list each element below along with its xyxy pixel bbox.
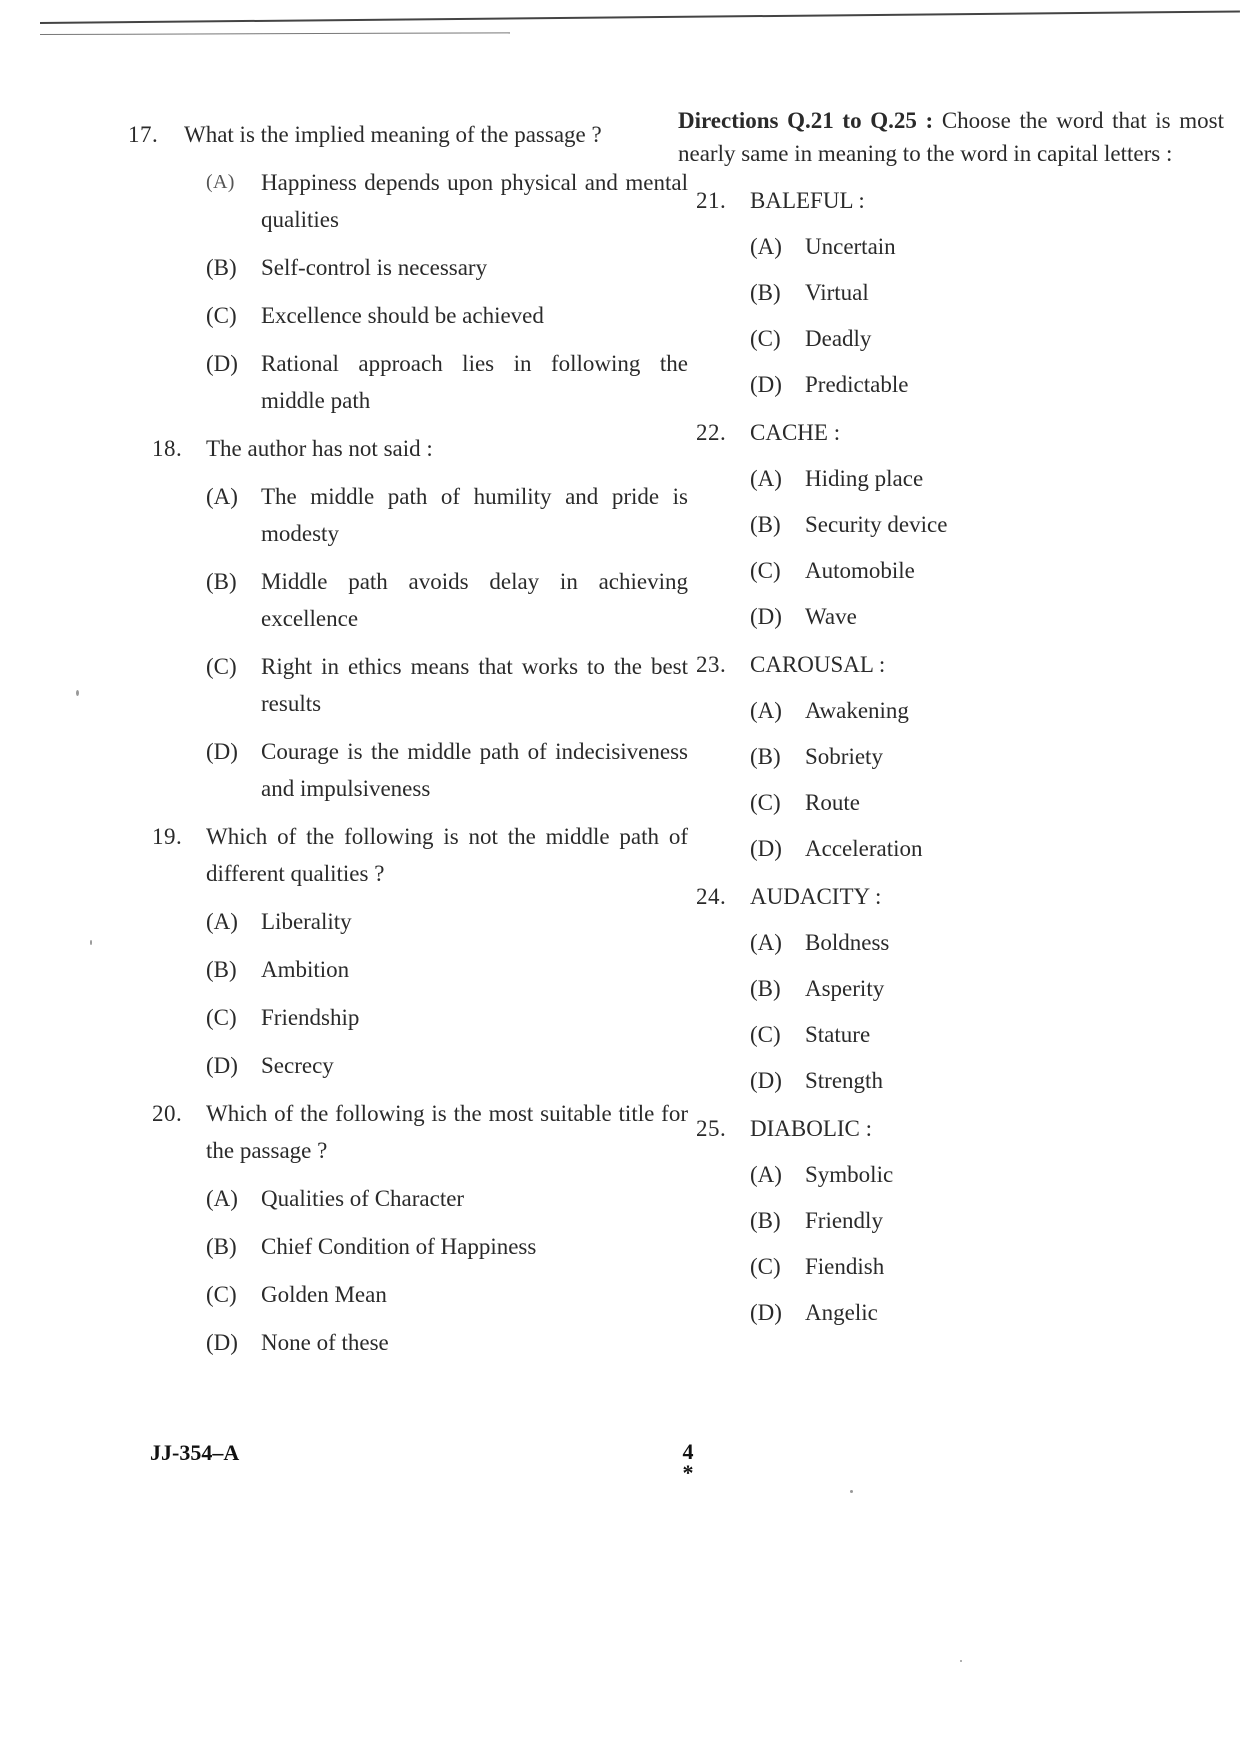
question-25 bbox=[696, 1110, 1224, 1147]
option-label: (D) bbox=[750, 372, 782, 397]
option-label: (A) bbox=[206, 909, 238, 934]
question-block-19 bbox=[128, 818, 688, 1084]
question-word: CACHE : bbox=[750, 420, 841, 445]
paper-code: JJ-354–A bbox=[150, 1440, 240, 1465]
option-d bbox=[750, 830, 1224, 867]
options-list bbox=[750, 692, 1224, 867]
option-label: (D) bbox=[750, 1068, 782, 1093]
option-text: Excellence should be achieved bbox=[261, 303, 544, 328]
option-a bbox=[206, 1180, 688, 1217]
directions-heading: Directions Q.21 to Q.25 : bbox=[678, 108, 934, 133]
option-label: (A) bbox=[206, 484, 238, 509]
option-text: Middle path avoids delay in achieving excellence bbox=[261, 569, 688, 631]
option-d bbox=[206, 1324, 688, 1361]
question-block-24 bbox=[684, 878, 1224, 1099]
question-number: 19. bbox=[152, 824, 183, 849]
question-number: 25. bbox=[696, 1116, 727, 1141]
option-label: (B) bbox=[206, 957, 237, 982]
option-c bbox=[206, 648, 688, 722]
option-text: Hiding place bbox=[805, 466, 924, 491]
scan-edge-line bbox=[40, 32, 510, 35]
option-label: (D) bbox=[750, 1300, 782, 1325]
question-block-22 bbox=[684, 414, 1224, 635]
option-label: (C) bbox=[750, 1022, 781, 1047]
question-block-18 bbox=[128, 430, 688, 807]
option-text: The middle path of humility and pride is modesty bbox=[261, 484, 688, 546]
options-list bbox=[206, 164, 688, 419]
question-block-25 bbox=[684, 1110, 1224, 1331]
option-label: (A) bbox=[750, 234, 782, 259]
option-label: (D) bbox=[206, 739, 238, 764]
option-a bbox=[206, 164, 688, 238]
option-label: (C) bbox=[206, 654, 237, 679]
option-b bbox=[206, 563, 688, 637]
option-text: Symbolic bbox=[805, 1162, 894, 1187]
option-label: (C) bbox=[206, 1282, 237, 1307]
question-number: 20. bbox=[152, 1101, 183, 1126]
option-label: (D) bbox=[750, 836, 782, 861]
question-number: 23. bbox=[696, 652, 727, 677]
option-text: Secrecy bbox=[261, 1053, 334, 1078]
option-label: (A) bbox=[206, 171, 235, 193]
option-text: Route bbox=[805, 790, 860, 815]
option-text: Chief Condition of Happiness bbox=[261, 1234, 537, 1259]
options-list bbox=[750, 1156, 1224, 1331]
option-b bbox=[750, 506, 1224, 543]
option-label: (A) bbox=[750, 930, 782, 955]
question-text: The author has not said : bbox=[206, 436, 433, 461]
question-20 bbox=[152, 1095, 688, 1169]
question-word: AUDACITY : bbox=[750, 884, 882, 909]
question-24 bbox=[696, 878, 1224, 915]
option-a bbox=[750, 1156, 1224, 1193]
option-label: (B) bbox=[750, 512, 781, 537]
option-label: (A) bbox=[750, 466, 782, 491]
option-text: Fiendish bbox=[805, 1254, 885, 1279]
option-text: Happiness depends upon physical and mental qualities bbox=[261, 170, 688, 232]
option-text: Awakening bbox=[805, 698, 909, 723]
option-b bbox=[206, 249, 688, 286]
option-text: Virtual bbox=[805, 280, 869, 305]
scan-speck bbox=[76, 690, 79, 696]
question-number: 21. bbox=[696, 188, 727, 213]
page-number: 4 bbox=[682, 1439, 694, 1464]
option-c bbox=[206, 297, 688, 334]
option-label: (C) bbox=[206, 303, 237, 328]
options-list bbox=[750, 228, 1224, 403]
option-text: Golden Mean bbox=[261, 1282, 387, 1307]
option-label: (C) bbox=[206, 1005, 237, 1030]
question-19 bbox=[152, 818, 688, 892]
option-label: (D) bbox=[206, 1330, 238, 1355]
question-block-17 bbox=[128, 116, 688, 419]
option-d bbox=[750, 598, 1224, 635]
option-d bbox=[206, 345, 688, 419]
directions-text: Choose the word that is most nearly same in meaning to the word in capital letters : bbox=[678, 108, 1224, 166]
option-label: (B) bbox=[206, 1234, 237, 1259]
option-text: Strength bbox=[805, 1068, 883, 1093]
option-label: (A) bbox=[750, 698, 782, 723]
directions bbox=[678, 104, 1224, 170]
option-text: Liberality bbox=[261, 909, 352, 934]
option-text: Acceleration bbox=[805, 836, 923, 861]
option-d bbox=[750, 1294, 1224, 1331]
options-list bbox=[750, 924, 1224, 1099]
option-c bbox=[750, 1248, 1224, 1285]
option-label: (C) bbox=[750, 790, 781, 815]
option-text: Wave bbox=[805, 604, 857, 629]
option-text: Deadly bbox=[805, 326, 872, 351]
page-number-block bbox=[676, 1439, 700, 1485]
option-d bbox=[206, 733, 688, 807]
option-b bbox=[750, 738, 1224, 775]
option-text: Qualities of Character bbox=[261, 1186, 465, 1211]
question-17 bbox=[128, 116, 688, 153]
option-text: Sobriety bbox=[805, 744, 883, 769]
option-text: Boldness bbox=[805, 930, 890, 955]
option-label: (B) bbox=[750, 744, 781, 769]
option-a bbox=[750, 692, 1224, 729]
question-22 bbox=[696, 414, 1224, 451]
option-text: Stature bbox=[805, 1022, 871, 1047]
question-text: Which of the following is the most suitable title for the passage ? bbox=[206, 1101, 688, 1163]
option-label: (A) bbox=[206, 1186, 238, 1211]
option-text: Ambition bbox=[261, 957, 350, 982]
option-c bbox=[206, 999, 688, 1036]
option-label: (B) bbox=[206, 569, 237, 594]
question-text: What is the implied meaning of the passage ? bbox=[184, 122, 602, 147]
option-label: (D) bbox=[206, 351, 238, 376]
option-c bbox=[750, 552, 1224, 589]
options-list bbox=[206, 478, 688, 807]
option-a bbox=[206, 478, 688, 552]
option-text: Uncertain bbox=[805, 234, 896, 259]
question-number: 22. bbox=[696, 420, 727, 445]
option-text: None of these bbox=[261, 1330, 389, 1355]
option-b bbox=[206, 1228, 688, 1265]
option-label: (B) bbox=[750, 280, 781, 305]
option-b bbox=[206, 951, 688, 988]
option-text: Predictable bbox=[805, 372, 909, 397]
option-text: Automobile bbox=[805, 558, 915, 583]
question-text: Which of the following is not the middle path of different qualities ? bbox=[206, 824, 688, 886]
scan-speck bbox=[90, 940, 92, 945]
option-a bbox=[750, 228, 1224, 265]
option-label: (C) bbox=[750, 326, 781, 351]
option-label: (C) bbox=[750, 1254, 781, 1279]
option-text: Friendly bbox=[805, 1208, 883, 1233]
question-18 bbox=[152, 430, 688, 467]
option-text: Angelic bbox=[805, 1300, 878, 1325]
option-text: Asperity bbox=[805, 976, 885, 1001]
scan-speck bbox=[850, 1490, 853, 1493]
scan-edge-line bbox=[40, 10, 1240, 24]
options-list bbox=[206, 903, 688, 1084]
option-label: (B) bbox=[750, 1208, 781, 1233]
option-text: Friendship bbox=[261, 1005, 360, 1030]
option-c bbox=[206, 1276, 688, 1313]
right-column bbox=[678, 104, 1224, 1331]
question-block-23 bbox=[684, 646, 1224, 867]
option-text: Right in ethics means that works to the best results bbox=[261, 654, 688, 716]
option-b bbox=[750, 1202, 1224, 1239]
scan-speck bbox=[960, 1660, 962, 1662]
question-word: DIABOLIC : bbox=[750, 1116, 873, 1141]
question-word: BALEFUL : bbox=[750, 188, 865, 213]
option-text: Security device bbox=[805, 512, 948, 537]
option-d bbox=[206, 1047, 688, 1084]
left-column bbox=[128, 116, 688, 1361]
option-d bbox=[750, 366, 1224, 403]
question-block-21 bbox=[684, 182, 1224, 403]
option-a bbox=[750, 460, 1224, 497]
option-b bbox=[750, 274, 1224, 311]
option-c bbox=[750, 320, 1224, 357]
option-a bbox=[206, 903, 688, 940]
option-c bbox=[750, 784, 1224, 821]
question-number: 17. bbox=[128, 122, 159, 147]
option-label: (A) bbox=[750, 1162, 782, 1187]
option-text: Self-control is necessary bbox=[261, 255, 488, 280]
options-list bbox=[750, 460, 1224, 635]
question-21 bbox=[696, 182, 1224, 219]
options-list bbox=[206, 1180, 688, 1361]
option-a bbox=[750, 924, 1224, 961]
option-c bbox=[750, 1016, 1224, 1053]
option-label: (D) bbox=[206, 1053, 238, 1078]
option-label: (B) bbox=[750, 976, 781, 1001]
asterisk-mark: * bbox=[682, 1460, 694, 1485]
question-23 bbox=[696, 646, 1224, 683]
option-d bbox=[750, 1062, 1224, 1099]
option-b bbox=[750, 970, 1224, 1007]
question-block-20 bbox=[128, 1095, 688, 1361]
option-text: Courage is the middle path of indecisiveness and impulsiveness bbox=[261, 739, 688, 801]
question-number: 24. bbox=[696, 884, 727, 909]
question-number: 18. bbox=[152, 436, 183, 461]
option-label: (C) bbox=[750, 558, 781, 583]
option-text: Rational approach lies in following the middle path bbox=[261, 351, 688, 413]
option-label: (D) bbox=[750, 604, 782, 629]
question-word: CAROUSAL : bbox=[750, 652, 886, 677]
option-label: (B) bbox=[206, 255, 237, 280]
